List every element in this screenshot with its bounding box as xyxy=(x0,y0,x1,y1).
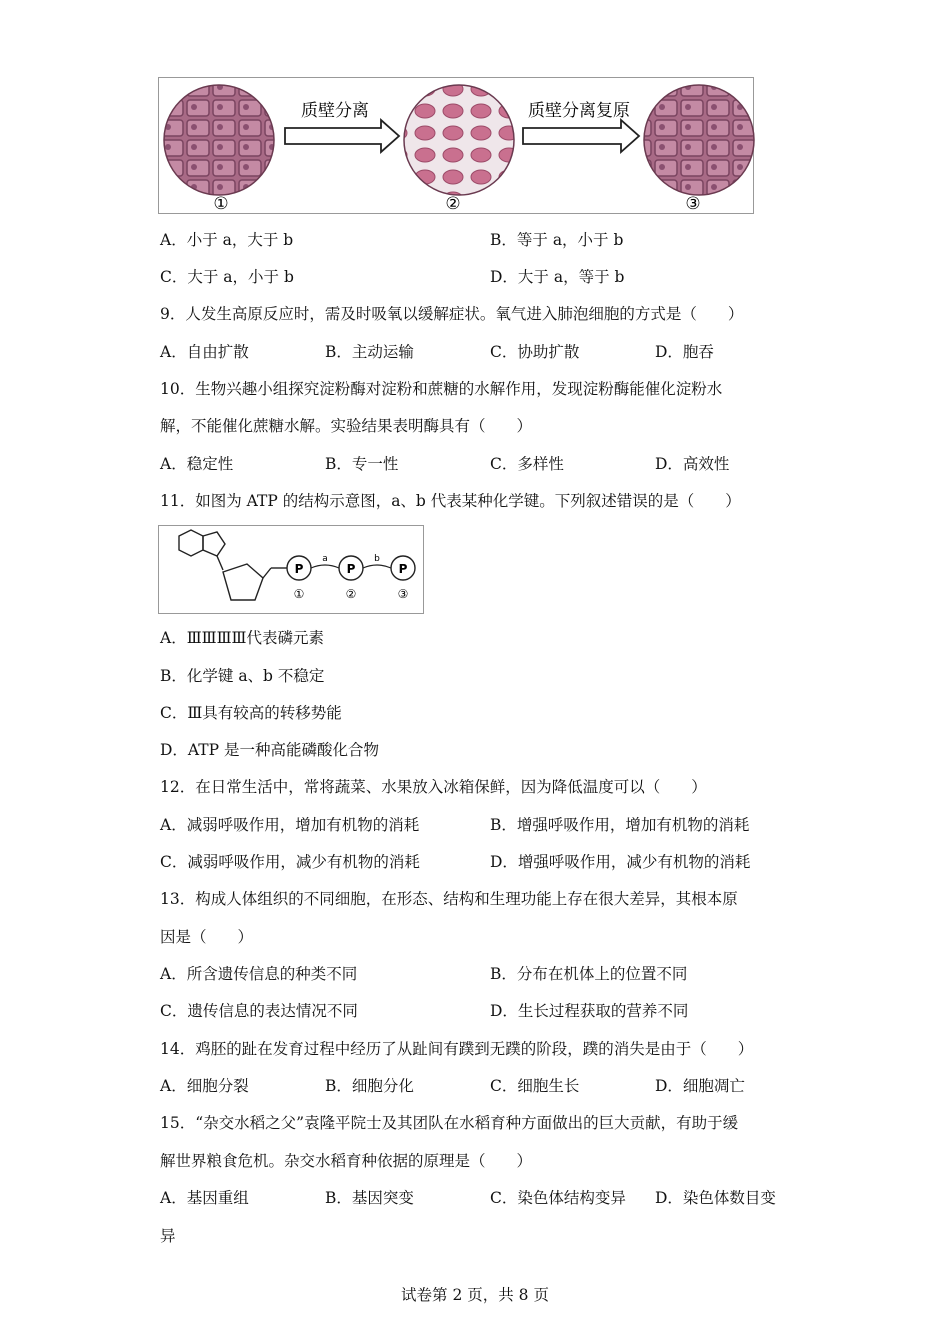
q11-stem: 11．如图为 ATP 的结构示意图，a、b 代表某种化学键。下列叙述错误的是（ ） xyxy=(160,492,741,510)
q8-option-c: C．大于 a，小于 b xyxy=(160,268,294,286)
q9-option-a: A．自由扩散 xyxy=(160,343,249,361)
q11-option-c: C．Ⅲ具有较高的转移势能 xyxy=(160,704,342,722)
phosphate-1 xyxy=(287,556,311,601)
bond-b-line xyxy=(363,565,391,568)
svg-text:P: P xyxy=(398,562,408,576)
q15-option-a: A．基因重组 xyxy=(160,1189,249,1207)
q12-option-a: A．减弱呼吸作用，增加有机物的消耗 xyxy=(160,816,420,834)
ribose-ring xyxy=(223,564,287,600)
plasmolysis-figure xyxy=(158,77,754,214)
q12-stem: 12．在日常生活中，常将蔬菜、水果放入冰箱保鲜，因为降低温度可以（ ） xyxy=(160,778,707,796)
q13-option-b: B．分布在机体上的位置不同 xyxy=(490,965,688,983)
q13-stem-line1: 13．构成人体组织的不同细胞，在形态、结构和生理功能上存在很大差异，其根本原 xyxy=(160,890,738,908)
q8-option-a: A．小于 a，大于 b xyxy=(160,231,294,249)
atp-structure-figure xyxy=(158,525,424,614)
arrow-plasmolysis xyxy=(285,101,399,152)
q9-option-b: B．主动运输 xyxy=(325,343,414,361)
cell-label-1: ① xyxy=(213,194,229,214)
q12-option-d: D．增强呼吸作用，减少有机物的消耗 xyxy=(490,853,751,871)
cell-image-2 xyxy=(399,78,529,208)
svg-text:P: P xyxy=(346,562,356,576)
q12-option-c: C．减弱呼吸作用，减少有机物的消耗 xyxy=(160,853,420,871)
svg-text:②: ② xyxy=(345,587,357,601)
q13-option-c: C．遗传信息的表达情况不同 xyxy=(160,1002,358,1020)
q9-stem: 9．人发生高原反应时，需及时吸氧以缓解症状。氧气进入肺泡细胞的方式是（ ） xyxy=(160,305,744,323)
phosphate-2 xyxy=(339,556,363,601)
q11-option-a: A．ⅢⅢⅢⅢ代表磷元素 xyxy=(160,629,324,647)
adenine-rings xyxy=(179,530,225,570)
q9-option-d: D．胞吞 xyxy=(655,343,714,361)
q8-option-b: B．等于 a，小于 b xyxy=(490,231,624,249)
q9-option-c: C．协助扩散 xyxy=(490,343,580,361)
q15-option-b: B．基因突变 xyxy=(325,1189,414,1207)
q10-stem-line2: 解，不能催化蔗糖水解。实验结果表明酶具有（ ） xyxy=(160,417,533,435)
q10-stem-line1: 10．生物兴趣小组探究淀粉酶对淀粉和蔗糖的水解作用，发现淀粉酶能催化淀粉水 xyxy=(160,380,723,398)
cell-label-3: ③ xyxy=(685,194,701,214)
q15-option-d: D．染色体数目变 xyxy=(655,1189,776,1207)
cell-label-2: ② xyxy=(445,194,461,214)
cell-image-3 xyxy=(639,78,755,208)
arrow2-label: 质壁分离复原 xyxy=(528,101,630,121)
q8-option-d: D．大于 a，等于 b xyxy=(490,268,625,286)
q14-option-b: B．细胞分化 xyxy=(325,1077,414,1095)
q11-option-b: B．化学键 a、b 不稳定 xyxy=(160,667,325,685)
q13-option-a: A．所含遗传信息的种类不同 xyxy=(160,965,358,983)
arrow-recovery xyxy=(523,101,639,152)
q15-option-d-wrap: 异 xyxy=(160,1227,176,1245)
page-footer: 试卷第 2 页，共 8 页 xyxy=(401,1286,549,1304)
plasmolysis-diagram xyxy=(159,78,755,215)
q10-option-b: B．专一性 xyxy=(325,455,399,473)
svg-text:P: P xyxy=(294,562,304,576)
atp-diagram xyxy=(159,526,425,615)
q10-option-c: C．多样性 xyxy=(490,455,564,473)
q15-stem-line1: 15．“杂交水稻之父”袁隆平院士及其团队在水稻育种方面做出的巨大贡献，有助于缓 xyxy=(160,1114,739,1132)
q12-option-b: B．增强呼吸作用，增加有机物的消耗 xyxy=(490,816,750,834)
q15-stem-line2: 解世界粮食危机。杂交水稻育种依据的原理是（ ） xyxy=(160,1152,533,1170)
q14-option-d: D．细胞凋亡 xyxy=(655,1077,745,1095)
q14-option-c: C．细胞生长 xyxy=(490,1077,580,1095)
svg-text:③: ③ xyxy=(397,587,409,601)
q11-option-d: D．ATP 是一种高能磷酸化合物 xyxy=(160,741,379,759)
bond-a-label: a xyxy=(322,554,328,564)
q14-option-a: A．细胞分裂 xyxy=(160,1077,249,1095)
arrow1-label: 质壁分离 xyxy=(301,101,369,121)
q13-stem-line2: 因是（ ） xyxy=(160,928,254,946)
q15-option-c: C．染色体结构变异 xyxy=(490,1189,626,1207)
q10-option-a: A．稳定性 xyxy=(160,455,234,473)
bond-a-line xyxy=(311,565,339,568)
phosphate-3 xyxy=(391,556,415,601)
svg-text:①: ① xyxy=(293,587,305,601)
cell-image-1 xyxy=(159,78,289,208)
q13-option-d: D．生长过程获取的营养不同 xyxy=(490,1002,689,1020)
q14-stem: 14．鸡胚的趾在发育过程中经历了从趾间有蹼到无蹼的阶段，蹼的消失是由于（ ） xyxy=(160,1040,754,1058)
bond-b-label: b xyxy=(374,554,380,564)
q10-option-d: D．高效性 xyxy=(655,455,730,473)
